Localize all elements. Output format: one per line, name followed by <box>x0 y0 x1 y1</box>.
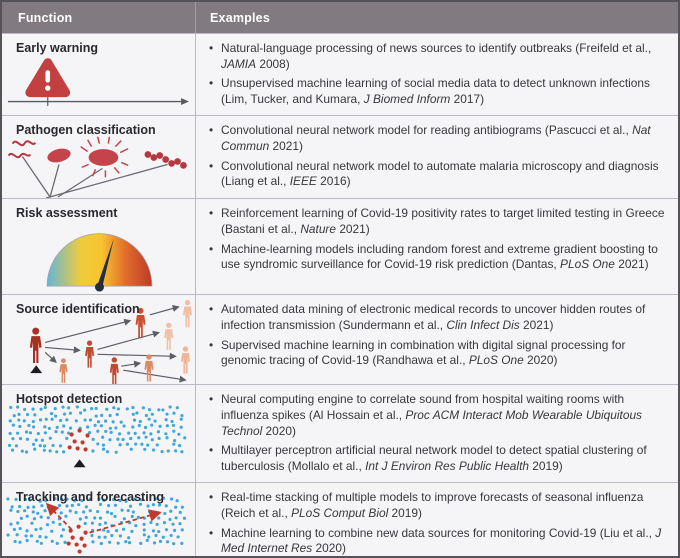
function-cell <box>2 116 196 198</box>
function-label: Tracking and forecasting <box>16 490 164 505</box>
table-header-row <box>2 2 678 33</box>
function-cell <box>2 34 196 115</box>
example-item <box>209 392 670 439</box>
function-cell <box>2 483 196 558</box>
bullet <box>209 123 221 154</box>
function-label: Hotspot detection <box>16 392 123 407</box>
example-item <box>209 338 670 369</box>
example-text: Machine-learning models including random forest and extreme gradient boosting to use syndromic surveillance for Covid-19 risk prediction (Dantas, PLoS One 2021) <box>221 241 658 272</box>
function-label: Risk assessment <box>16 206 118 221</box>
function-column-header: Function <box>18 10 73 25</box>
examples-column-header: Examples <box>210 10 270 25</box>
examples-cell <box>196 199 678 294</box>
example-item <box>209 41 670 72</box>
bullet <box>209 490 221 521</box>
example-item <box>209 159 670 190</box>
journal-name: JAMIA <box>221 56 257 71</box>
journal-name: J Biomed Inform <box>363 91 451 106</box>
journal-name: Nat Commun <box>221 123 651 153</box>
function-label: Source identification <box>16 302 140 317</box>
table-row <box>2 384 678 482</box>
example-text: Real-time stacking of multiple models to improve forecasts of seasonal influenza (Reich et al., PLoS Comput Biol 2019) <box>221 490 644 520</box>
example-text: Reinforcement learning of Covid-19 positivity rates to target limited testing in Greece (Bastani et al., Nature 2021) <box>221 206 665 236</box>
function-cell <box>2 295 196 384</box>
table-row <box>2 115 678 198</box>
example-text: Automated data mining of electronic medical records to uncover hidden routes of infection transmission (Sundermann et al., Clin Infect Dis 2021) <box>221 302 646 332</box>
example-text: Unsupervised machine learning of social media data to detect unknown infections (Lim, Tucker, and Kumara, J Biomed Inform 2017) <box>221 76 650 106</box>
header-cell-function <box>2 2 196 33</box>
table-row <box>2 294 678 384</box>
journal-name: PLoS One <box>560 257 615 272</box>
function-cell <box>2 199 196 294</box>
example-text: Machine learning to combine new data sources for monitoring Covid-19 (Liu et al., J Med Internet Res 2020) <box>221 525 662 556</box>
journal-name: Nature <box>300 221 337 236</box>
examples-cell <box>196 116 678 198</box>
example-item <box>209 526 670 557</box>
bullet <box>209 41 221 72</box>
examples-cell <box>196 295 678 384</box>
examples-cell <box>196 483 678 558</box>
example-item <box>209 123 670 154</box>
example-text: Natural-language processing of news sources to identify outbreaks (Freifeld et al., JAMIA 2008) <box>221 41 652 71</box>
bullet <box>209 443 221 474</box>
journal-name: Int J Environ Res Public Health <box>365 458 529 473</box>
journal-name: PLoS Comput Biol <box>291 505 389 520</box>
example-item <box>209 206 670 237</box>
examples-cell <box>196 385 678 482</box>
example-item <box>209 76 670 107</box>
table-row <box>2 198 678 294</box>
bullet <box>209 338 221 369</box>
journal-name: Clin Infect Dis <box>446 317 520 332</box>
example-text: Multilayer perceptron artificial neural network model to detect spatial clustering of tuberculosis (Mollalo et al., Int J Environ Res Public Health 2019) <box>221 443 647 473</box>
examples-cell <box>196 34 678 115</box>
journal-name: J Med Internet Res <box>221 525 662 556</box>
example-text: Convolutional neural network model for reading antibiograms (Pascucci et al., Nat Commun 2021) <box>221 123 651 153</box>
bullet <box>209 206 221 237</box>
bullet <box>209 76 221 107</box>
bullet <box>209 526 221 557</box>
example-text: Supervised machine learning in combination with digital signal processing for genomic tracing of Covid-19 (Randhawa et al., PLoS One 2020) <box>221 337 626 368</box>
bullet <box>209 242 221 273</box>
example-item <box>209 490 670 521</box>
function-label: Pathogen classification <box>16 123 156 138</box>
journal-name: IEEE <box>289 174 317 189</box>
example-text: Neural computing engine to correlate sound from hospital waiting rooms with influenza spikes (Al Hossain et al., Proc ACM Interact Mob Wearable Ubiquitous Technol 2020) <box>221 392 642 438</box>
bullet <box>209 302 221 333</box>
example-item <box>209 443 670 474</box>
example-item <box>209 242 670 273</box>
header-cell-examples <box>196 2 678 33</box>
function-label: Early warning <box>16 41 98 55</box>
bullet <box>209 392 221 439</box>
journal-name: PLoS One <box>468 353 524 368</box>
bullet <box>209 159 221 190</box>
journal-name: Proc ACM Interact Mob Wearable Ubiquitous Technol <box>221 407 642 438</box>
table-row <box>2 482 678 558</box>
function-cell <box>2 385 196 482</box>
example-text: Convolutional neural network model to automate malaria microscopy and diagnosis (Liang et al., IEEE 2016) <box>221 158 659 189</box>
example-item <box>209 302 670 333</box>
table-row <box>2 33 678 115</box>
